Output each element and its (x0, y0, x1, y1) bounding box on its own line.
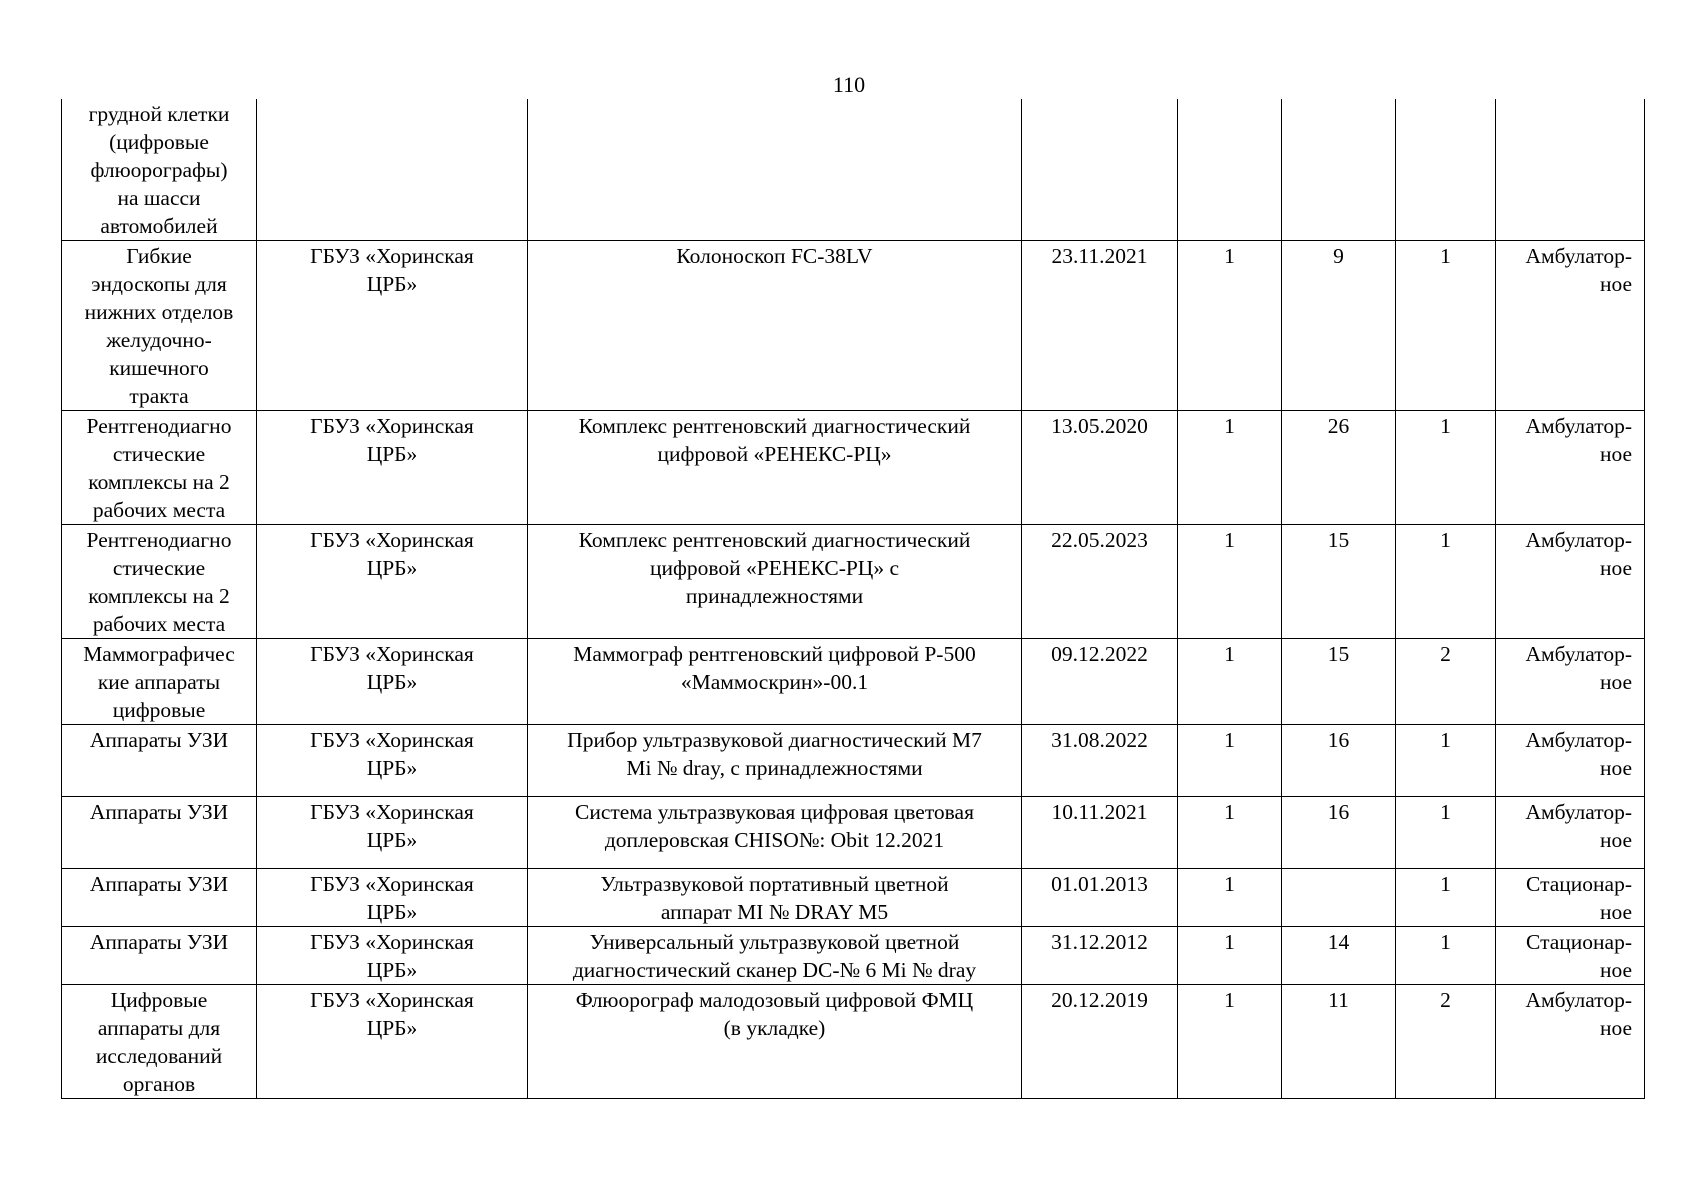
equipment-name-cell (528, 869, 1022, 927)
cell-line: ГБУЗ «Хоринская (310, 930, 474, 954)
cell-line: эндоскопы для (91, 272, 227, 296)
quantity-cell: 1 (1178, 869, 1282, 927)
shifts-cell: 1 (1396, 797, 1496, 869)
cell-line: Амбулатор- (1525, 988, 1632, 1012)
usage-mode-cell (1496, 525, 1645, 639)
commission-date-cell: 13.05.2020 (1022, 411, 1178, 525)
age-years-cell (1282, 99, 1396, 241)
shifts-cell: 2 (1396, 639, 1496, 725)
usage-mode-cell (1496, 639, 1645, 725)
cell-line: ное (1599, 900, 1632, 924)
organization-cell (257, 985, 528, 1099)
cell-line: тракта (129, 384, 189, 408)
cell-line: Амбулатор- (1525, 414, 1632, 438)
age-years-cell: 16 (1282, 797, 1396, 869)
usage-mode-cell (1496, 797, 1645, 869)
quantity-cell: 1 (1178, 927, 1282, 985)
cell-line: ЦРБ» (366, 756, 418, 780)
equipment-name-cell (528, 927, 1022, 985)
quantity-cell: 1 (1178, 411, 1282, 525)
cell-line: ЦРБ» (366, 1016, 418, 1040)
cell-line: ное (1599, 958, 1632, 982)
equipment-table (61, 99, 1645, 1099)
quantity-cell: 1 (1178, 725, 1282, 797)
equipment-type-cell (62, 797, 257, 869)
age-years-cell: 9 (1282, 241, 1396, 411)
quantity-cell: 1 (1178, 525, 1282, 639)
quantity-cell: 1 (1178, 639, 1282, 725)
equipment-name-cell (528, 725, 1022, 797)
shifts-cell (1396, 99, 1496, 241)
equipment-type-cell (62, 927, 257, 985)
age-years-cell (1282, 869, 1396, 927)
cell-line: (цифровые (109, 130, 209, 154)
equipment-table-body (62, 99, 1645, 1099)
cell-line: ное (1599, 670, 1632, 694)
cell-line: Амбулатор- (1525, 244, 1632, 268)
cell-line: Амбулатор- (1525, 728, 1632, 752)
organization-cell (257, 99, 528, 241)
quantity-cell: 1 (1178, 241, 1282, 411)
table-row (62, 927, 1645, 985)
usage-mode-cell (1496, 99, 1645, 241)
cell-line: диагностический сканер DC-№ 6 Mi № dray (572, 958, 977, 982)
cell-line: Маммографичес (83, 642, 235, 666)
cell-line: Амбулатор- (1525, 528, 1632, 552)
table-row (62, 241, 1645, 411)
usage-mode-cell (1496, 869, 1645, 927)
commission-date-cell: 10.11.2021 (1022, 797, 1178, 869)
cell-line: ное (1599, 556, 1632, 580)
cell-line: ГБУЗ «Хоринская (310, 728, 474, 752)
shifts-cell: 1 (1396, 725, 1496, 797)
cell-line: ГБУЗ «Хоринская (310, 800, 474, 824)
table-row (62, 725, 1645, 797)
cell-line: Колоноскоп FC-38LV (676, 244, 873, 268)
cell-line: Комплекс рентгеновский диагностический (578, 414, 971, 438)
equipment-type-cell (62, 869, 257, 927)
cell-line: грудной клетки (88, 102, 230, 126)
age-years-cell: 15 (1282, 525, 1396, 639)
cell-line: Аппараты УЗИ (89, 800, 229, 824)
age-years-cell: 16 (1282, 725, 1396, 797)
cell-line: Универсальный ультразвуковой цветной (589, 930, 960, 954)
commission-date-cell: 22.05.2023 (1022, 525, 1178, 639)
cell-line: ное (1599, 1016, 1632, 1040)
cell-line: принадлежностями (685, 584, 864, 608)
table-row (62, 525, 1645, 639)
shifts-cell: 2 (1396, 985, 1496, 1099)
equipment-name-cell (528, 241, 1022, 411)
shifts-cell: 1 (1396, 525, 1496, 639)
cell-line: ЦРБ» (366, 442, 418, 466)
cell-line: Гибкие (126, 244, 192, 268)
table-row (62, 797, 1645, 869)
cell-line: цифровой «РЕНЕКС-РЦ» (657, 442, 892, 466)
organization-cell (257, 241, 528, 411)
cell-line: ЦРБ» (366, 828, 418, 852)
cell-line: ное (1599, 756, 1632, 780)
equipment-type-cell (62, 639, 257, 725)
cell-line: Маммограф рентгеновский цифровой Р-500 (573, 642, 976, 666)
usage-mode-cell (1496, 985, 1645, 1099)
cell-line: ЦРБ» (366, 900, 418, 924)
commission-date-cell: 09.12.2022 (1022, 639, 1178, 725)
equipment-name-cell (528, 797, 1022, 869)
equipment-type-cell (62, 99, 257, 241)
organization-cell (257, 797, 528, 869)
cell-line: ЦРБ» (366, 272, 418, 296)
commission-date-cell: 20.12.2019 (1022, 985, 1178, 1099)
age-years-cell: 26 (1282, 411, 1396, 525)
cell-line: Прибор ультразвуковой диагностический M7 (567, 728, 982, 752)
equipment-name-cell (528, 525, 1022, 639)
commission-date-cell: 31.08.2022 (1022, 725, 1178, 797)
cell-line: на шасси (117, 186, 201, 210)
cell-line: Рентгенодиагно (86, 414, 232, 438)
cell-line: ГБУЗ «Хоринская (310, 642, 474, 666)
cell-line: аппарат MI № DRAY M5 (660, 900, 889, 924)
cell-line: ГБУЗ «Хоринская (310, 988, 474, 1012)
cell-line: доплеровская CHISO№: Obit 12.2021 (604, 828, 945, 852)
cell-line: цифровой «РЕНЕКС-РЦ» с (649, 556, 900, 580)
usage-mode-cell (1496, 241, 1645, 411)
cell-line: стические (112, 442, 206, 466)
cell-line: Рентгенодиагно (86, 528, 232, 552)
organization-cell (257, 639, 528, 725)
cell-line: Аппараты УЗИ (89, 728, 229, 752)
cell-line: желудочно- (106, 328, 212, 352)
equipment-name-cell (528, 99, 1022, 241)
cell-line: ГБУЗ «Хоринская (310, 244, 474, 268)
equipment-name-cell (528, 985, 1022, 1099)
cell-line: ное (1599, 442, 1632, 466)
shifts-cell: 1 (1396, 411, 1496, 525)
usage-mode-cell (1496, 927, 1645, 985)
equipment-name-cell (528, 411, 1022, 525)
cell-line: комплексы на 2 (88, 470, 230, 494)
equipment-type-cell (62, 725, 257, 797)
equipment-name-cell (528, 639, 1022, 725)
usage-mode-cell (1496, 411, 1645, 525)
cell-line: ное (1599, 828, 1632, 852)
cell-line: кие аппараты (97, 670, 221, 694)
quantity-cell: 1 (1178, 985, 1282, 1099)
quantity-cell: 1 (1178, 797, 1282, 869)
age-years-cell: 11 (1282, 985, 1396, 1099)
commission-date-cell: 23.11.2021 (1022, 241, 1178, 411)
cell-line: Mi № dray, с принадлежностями (626, 756, 923, 780)
cell-line: ЦРБ» (366, 670, 418, 694)
commission-date-cell: 01.01.2013 (1022, 869, 1178, 927)
organization-cell (257, 725, 528, 797)
usage-mode-cell (1496, 725, 1645, 797)
quantity-cell (1178, 99, 1282, 241)
cell-line: ЦРБ» (366, 556, 418, 580)
cell-line: (в укладке) (723, 1016, 826, 1040)
cell-line: Аппараты УЗИ (89, 872, 229, 896)
page-number: 110 (832, 72, 866, 97)
cell-line: кишечного (109, 356, 209, 380)
cell-line: Амбулатор- (1525, 800, 1632, 824)
cell-line: ГБУЗ «Хоринская (310, 528, 474, 552)
equipment-type-cell (62, 985, 257, 1099)
cell-line: Комплекс рентгеновский диагностический (578, 528, 971, 552)
cell-line: Ультразвуковой портативный цветной (600, 872, 949, 896)
cell-line: ЦРБ» (366, 958, 418, 982)
cell-line: Стационар- (1526, 930, 1632, 954)
shifts-cell: 1 (1396, 869, 1496, 927)
cell-line: «Маммоскрин»-00.1 (680, 670, 869, 694)
cell-line: рабочих места (92, 498, 226, 522)
organization-cell (257, 525, 528, 639)
equipment-type-cell (62, 525, 257, 639)
equipment-type-cell (62, 241, 257, 411)
cell-line: Стационар- (1526, 872, 1632, 896)
commission-date-cell (1022, 99, 1178, 241)
cell-line: ГБУЗ «Хоринская (310, 414, 474, 438)
table-row (62, 411, 1645, 525)
age-years-cell: 14 (1282, 927, 1396, 985)
cell-line: ГБУЗ «Хоринская (310, 872, 474, 896)
cell-line: флюорографы) (90, 158, 228, 182)
cell-line: аппараты для (97, 1016, 221, 1040)
cell-line: Амбулатор- (1525, 642, 1632, 666)
cell-line: Цифровые (110, 988, 208, 1012)
cell-line: нижних отделов (84, 300, 234, 324)
organization-cell (257, 411, 528, 525)
organization-cell (257, 927, 528, 985)
cell-line: ное (1599, 272, 1632, 296)
shifts-cell: 1 (1396, 241, 1496, 411)
equipment-type-cell (62, 411, 257, 525)
age-years-cell: 15 (1282, 639, 1396, 725)
table-row (62, 639, 1645, 725)
table-row (62, 985, 1645, 1099)
cell-line: рабочих места (92, 612, 226, 636)
shifts-cell: 1 (1396, 927, 1496, 985)
cell-line: Аппараты УЗИ (89, 930, 229, 954)
commission-date-cell: 31.12.2012 (1022, 927, 1178, 985)
cell-line: цифровые (112, 698, 206, 722)
table-row (62, 99, 1645, 241)
cell-line: стические (112, 556, 206, 580)
organization-cell (257, 869, 528, 927)
cell-line: комплексы на 2 (88, 584, 230, 608)
cell-line: органов (122, 1072, 196, 1096)
cell-line: Флюорограф малодозовый цифровой ФМЦ (575, 988, 974, 1012)
table-row (62, 869, 1645, 927)
cell-line: исследований (95, 1044, 223, 1068)
cell-line: автомобилей (100, 214, 218, 238)
cell-line: Система ультразвуковая цифровая цветовая (575, 800, 974, 824)
